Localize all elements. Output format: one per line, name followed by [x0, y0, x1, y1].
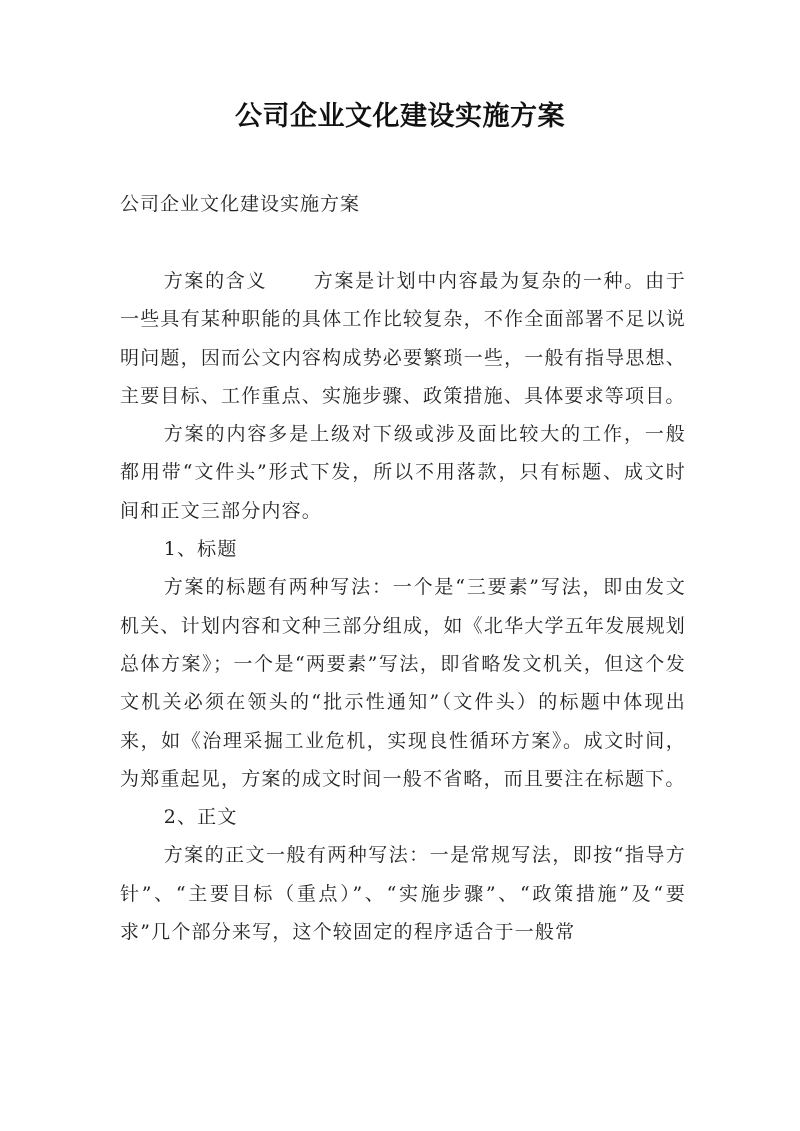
document-body: [120, 262, 686, 951]
paragraph-body-rules: 方案的正文一般有两种写法：一是常规写法，即按“指导方针”、“主要目标（重点）”、“实施步骤”、“政策措施”及“要求”几个部分来写，这个较固定的程序适合于一般常: [120, 844, 686, 944]
paragraph-meaning: [120, 262, 686, 415]
section-heading-body: 2、正文: [163, 806, 238, 829]
document-subtitle: 公司企业文化建设实施方案: [120, 193, 361, 215]
paragraph-content: 方案的内容多是上级对下级或涉及面比较大的工作，一般都用带“文件头”形式下发，所以不用落款，只有标题、成文时间和正文三部分内容。: [120, 423, 686, 522]
section-heading-title: 1、标题: [163, 538, 238, 561]
paragraph-text: 方案是计划中内容最为复杂的一种。由于一些具有某种职能的具体工作比较复杂，不作全面部署不足以说明问题，因而公文内容构成势必要繁琐一些，一般有指导思想、主要目标、工作重点、实施步骤、政策措施、具体要求等项目。: [120, 270, 686, 407]
meaning-heading: 方案的含义: [163, 270, 268, 292]
paragraph-title-rules: 方案的标题有两种写法：一个是“三要素”写法，即由发文机关、计划内容和文种三部分组成，如《北华大学五年发展规划总体方案》；一个是“两要素”写法，即省略发文机关，但这个发文机关必须在领头的“批示性通知”（文件头）的标题中体现出来，如《治理采掘工业危机，实现良性循环方案》。成文时间，为郑重起见，方案的成文时间一般不省略，而且要注在标题下。: [120, 576, 686, 790]
document-title: 公司企业文化建设实施方案: [235, 101, 565, 132]
